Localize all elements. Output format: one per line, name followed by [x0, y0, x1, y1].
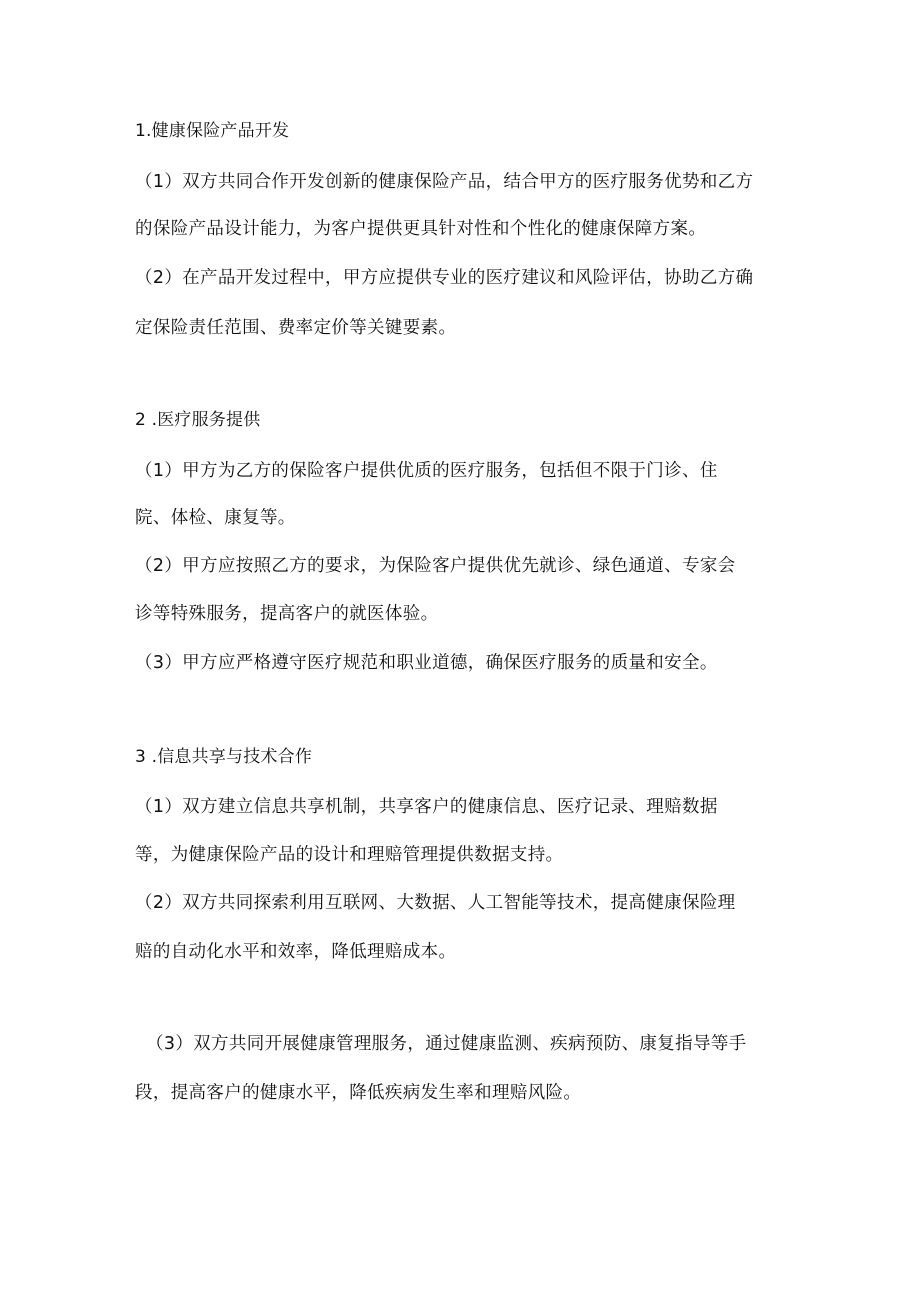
- section-3-line-1: （1）双方建立信息共享机制，共享客户的健康信息、医疗记录、理赔数据: [135, 797, 718, 817]
- section-2-line-1: （1）甲方为乙方的保险客户提供优质的医疗服务，包括但不限于门诊、住: [135, 461, 718, 481]
- section-2-line-5: （3）甲方应严格遵守医疗规范和职业道德，确保医疗服务的质量和安全。: [135, 653, 718, 673]
- section-1-heading: 1.健康保险产品开发: [135, 121, 290, 141]
- section-3-heading: 3 .信息共享与技术合作: [135, 747, 313, 767]
- section-1-line-2: 的保险产品设计能力，为客户提供更具针对性和个性化的健康保障方案。: [135, 219, 707, 239]
- section-1-line-1: （1）双方共同合作开发创新的健康保险产品，结合甲方的医疗服务优势和乙方: [135, 172, 754, 192]
- section-2-line-2: 院、体检、康复等。: [135, 508, 296, 528]
- section-1-line-4: 定保险责任范围、费率定价等关键要素。: [135, 318, 457, 338]
- section-1-line-3: （2）在产品开发过程中，甲方应提供专业的医疗建议和风险评估，协助乙方确: [135, 268, 754, 288]
- section-2-heading: 2 .医疗服务提供: [135, 410, 261, 430]
- section-3-line-4: 赔的自动化水平和效率，降低理赔成本。: [135, 942, 457, 962]
- section-3-line-5: （3）双方共同开展健康管理服务，通过健康监测、疾病预防、康复指导等手: [146, 1034, 747, 1054]
- section-3-line-2: 等，为健康保险产品的设计和理赔管理提供数据支持。: [135, 845, 564, 865]
- section-3-line-6: 段，提高客户的健康水平，降低疾病发生率和理赔风险。: [135, 1083, 582, 1103]
- section-2-line-3: （2）甲方应按照乙方的要求，为保险客户提供优先就诊、绿色通道、专家会: [135, 556, 736, 576]
- section-3-line-3: （2）双方共同探索利用互联网、大数据、人工智能等技术，提高健康保险理: [135, 893, 736, 913]
- section-2-line-4: 诊等特殊服务，提高客户的就医体验。: [135, 604, 439, 624]
